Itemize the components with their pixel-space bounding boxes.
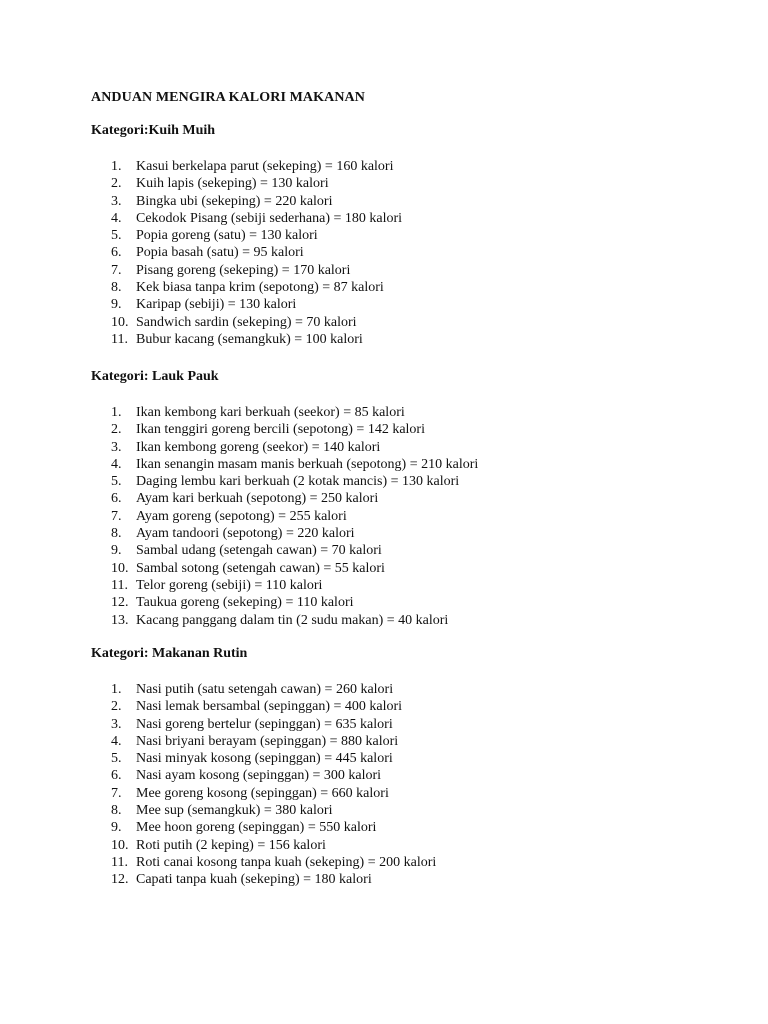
item-number: 10. xyxy=(111,837,129,853)
item-number: 11. xyxy=(111,854,128,870)
list-item xyxy=(91,750,436,767)
list-item xyxy=(91,612,478,629)
list-item xyxy=(91,716,436,733)
item-text: Bingka ubi (sekeping) = 220 kalori xyxy=(136,193,333,209)
item-text: Pisang goreng (sekeping) = 170 kalori xyxy=(136,262,351,278)
item-text: Cekodok Pisang (sebiji sederhana) = 180 kalori xyxy=(136,210,403,226)
item-number: 6. xyxy=(111,491,122,507)
section-heading: Kategori:Kuih Muih xyxy=(91,123,216,138)
list-item xyxy=(91,594,478,611)
list-item xyxy=(91,837,436,854)
list-item xyxy=(91,508,478,525)
list-item xyxy=(91,158,402,175)
item-number: 4. xyxy=(111,733,122,749)
list-item xyxy=(91,698,436,715)
item-text: Nasi goreng bertelur (sepinggan) = 635 kalori xyxy=(136,716,393,732)
list-item xyxy=(91,785,436,802)
list-item xyxy=(91,439,478,456)
item-text: Mee goreng kosong (sepinggan) = 660 kalori xyxy=(136,785,389,801)
item-text: Roti putih (2 keping) = 156 kalori xyxy=(136,837,326,853)
item-text: Ayam goreng (sepotong) = 255 kalori xyxy=(136,508,347,524)
item-text: Roti canai kosong tanpa kuah (sekeping) = 200 kalori xyxy=(136,854,437,870)
food-list xyxy=(91,681,436,889)
item-number: 2. xyxy=(111,176,122,192)
list-item xyxy=(91,490,478,507)
item-text: Ayam tandoori (sepotong) = 220 kalori xyxy=(136,526,355,542)
item-number: 9. xyxy=(111,820,122,836)
item-number: 3. xyxy=(111,439,122,455)
item-number: 7. xyxy=(111,785,122,801)
item-text: Kasui berkelapa parut (sekeping) = 160 kalori xyxy=(136,159,394,174)
item-number: 4. xyxy=(111,210,122,226)
item-text: Nasi lemak bersambal (sepinggan) = 400 kalori xyxy=(136,699,403,715)
food-list xyxy=(91,158,402,348)
list-item xyxy=(91,331,402,348)
list-item xyxy=(91,577,478,594)
item-text: Kacang panggang dalam tin (2 sudu makan) = 40 kalori xyxy=(136,612,449,628)
list-item xyxy=(91,175,402,192)
item-number: 5. xyxy=(111,474,122,490)
list-item xyxy=(91,244,402,261)
item-number: 7. xyxy=(111,262,122,278)
item-number: 6. xyxy=(111,768,122,784)
item-text: Ayam kari berkuah (sepotong) = 250 kalori xyxy=(136,491,379,507)
item-text: Bubur kacang (semangkuk) = 100 kalori xyxy=(136,331,363,347)
item-number: 5. xyxy=(111,228,122,244)
item-text: Karipap (sebiji) = 130 kalori xyxy=(136,297,297,313)
item-text: Popia goreng (satu) = 130 kalori xyxy=(136,228,318,244)
item-number: 6. xyxy=(111,245,122,261)
list-item xyxy=(91,560,478,577)
section-kuih-muih xyxy=(91,122,402,348)
item-number: 2. xyxy=(111,422,122,438)
item-text: Taukua goreng (sekeping) = 110 kalori xyxy=(136,595,354,611)
item-text: Nasi putih (satu setengah cawan) = 260 kalori xyxy=(136,682,394,697)
item-text: Mee hoon goreng (sepinggan) = 550 kalori xyxy=(136,820,377,836)
item-number: 11. xyxy=(111,331,128,347)
list-item xyxy=(91,296,402,313)
item-number: 8. xyxy=(111,280,122,296)
item-number: 9. xyxy=(111,297,122,313)
item-number: 12. xyxy=(111,595,129,611)
item-number: 2. xyxy=(111,699,122,715)
list-item xyxy=(91,542,478,559)
item-number: 4. xyxy=(111,456,122,472)
item-number: 10. xyxy=(111,314,129,330)
item-text: Mee sup (semangkuk) = 380 kalori xyxy=(136,803,333,819)
item-number: 1. xyxy=(111,682,122,697)
item-number: 1. xyxy=(111,159,122,174)
item-text: Nasi ayam kosong (sepinggan) = 300 kalori xyxy=(136,768,382,784)
section-heading: Kategori: Makanan Rutin xyxy=(91,646,248,661)
list-item xyxy=(91,193,402,210)
item-text: Kek biasa tanpa krim (sepotong) = 87 kalori xyxy=(136,280,384,296)
item-text: Sandwich sardin (sekeping) = 70 kalori xyxy=(136,314,357,330)
item-text: Ikan senangin masam manis berkuah (sepotong) = 210 kalori xyxy=(136,456,479,472)
item-text: Kuih lapis (sekeping) = 130 kalori xyxy=(136,176,329,192)
item-number: 13. xyxy=(111,612,129,628)
list-item xyxy=(91,733,436,750)
item-number: 8. xyxy=(111,803,122,819)
item-number: 1. xyxy=(111,405,122,420)
list-item xyxy=(91,227,402,244)
item-number: 5. xyxy=(111,751,122,767)
list-item xyxy=(91,854,436,871)
list-item xyxy=(91,279,402,296)
item-text: Popia basah (satu) = 95 kalori xyxy=(136,245,304,261)
list-item xyxy=(91,802,436,819)
item-number: 8. xyxy=(111,526,122,542)
item-text: Telor goreng (sebiji) = 110 kalori xyxy=(136,577,323,593)
section-heading: Kategori: Lauk Pauk xyxy=(91,369,219,384)
item-text: Ikan kembong kari berkuah (seekor) = 85 kalori xyxy=(136,405,405,420)
document-title: ANDUAN MENGIRA KALORI MAKANAN xyxy=(91,90,365,105)
list-item xyxy=(91,456,478,473)
item-text: Sambal sotong (setengah cawan) = 55 kalori xyxy=(136,560,385,576)
item-text: Daging lembu kari berkuah (2 kotak mancis) = 130 kalori xyxy=(136,474,460,490)
item-text: Sambal udang (setengah cawan) = 70 kalori xyxy=(136,543,382,559)
item-number: 7. xyxy=(111,508,122,524)
section-lauk-pauk xyxy=(91,368,478,629)
list-item xyxy=(91,819,436,836)
list-item xyxy=(91,262,402,279)
list-item xyxy=(91,681,436,698)
item-text: Capati tanpa kuah (sekeping) = 180 kalori xyxy=(136,872,372,888)
food-list xyxy=(91,404,478,629)
item-number: 9. xyxy=(111,543,122,559)
item-number: 10. xyxy=(111,560,129,576)
list-item xyxy=(91,871,436,888)
list-item xyxy=(91,210,402,227)
item-text: Ikan kembong goreng (seekor) = 140 kalori xyxy=(136,439,381,455)
item-text: Nasi minyak kosong (sepinggan) = 445 kalori xyxy=(136,751,393,767)
list-item xyxy=(91,314,402,331)
list-item xyxy=(91,421,478,438)
list-item xyxy=(91,525,478,542)
item-text: Nasi briyani berayam (sepinggan) = 880 kalori xyxy=(136,733,399,749)
list-item xyxy=(91,473,478,490)
item-number: 3. xyxy=(111,716,122,732)
list-item xyxy=(91,404,478,421)
item-number: 12. xyxy=(111,872,129,888)
list-item xyxy=(91,767,436,784)
section-makanan-rutin xyxy=(91,645,436,889)
item-number: 11. xyxy=(111,577,128,593)
item-number: 3. xyxy=(111,193,122,209)
item-text: Ikan tenggiri goreng bercili (sepotong) = 142 kalori xyxy=(136,422,425,438)
